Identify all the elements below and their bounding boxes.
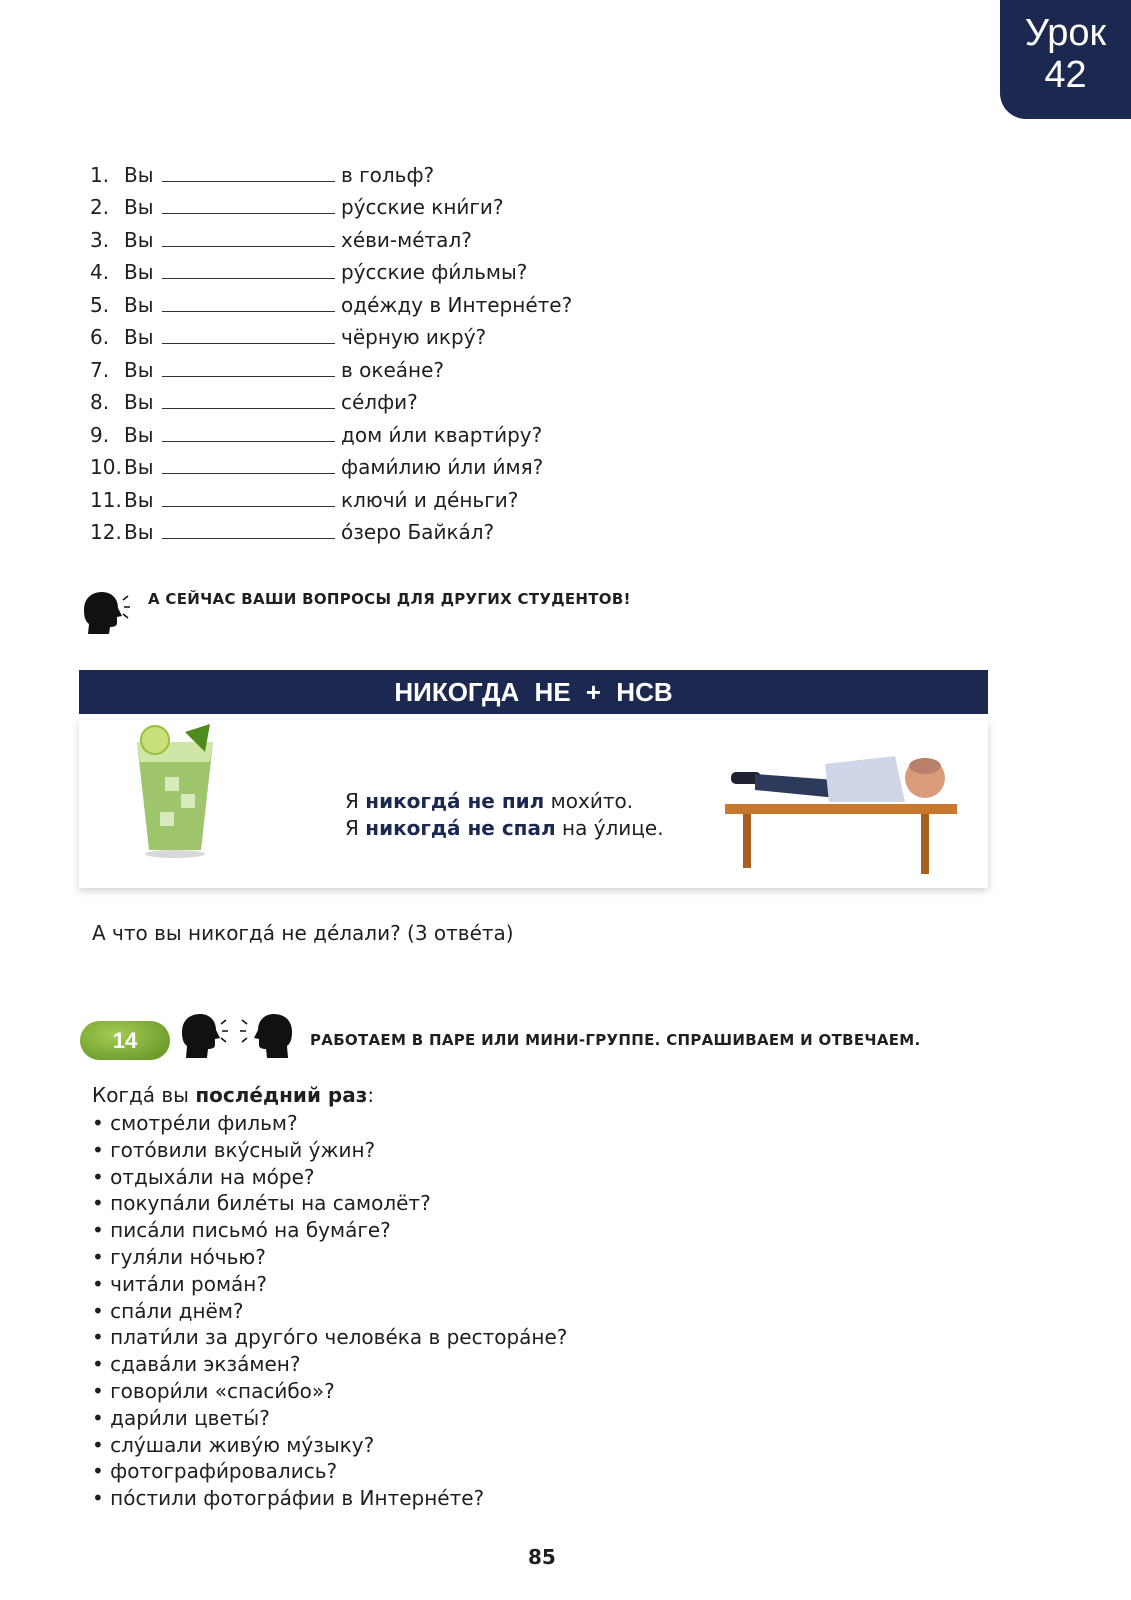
list-item: • спа́ли днём? [92,1298,567,1325]
answer-blank[interactable] [162,473,335,474]
question-list [92,1110,567,1512]
list-item: • фотографи́ровались? [92,1458,567,1485]
answer-blank[interactable] [162,181,335,182]
task-number-badge: 14 [80,1021,170,1060]
answer-blank[interactable] [162,278,335,279]
lesson-word: Урок [1024,12,1107,54]
answer-blank[interactable] [162,311,335,312]
list-item: • отдыха́ли на мо́ре? [92,1164,567,1191]
question-text: А что вы никогда́ не де́лали? (3 отве́та) [92,921,514,945]
exercise-item: 11. Вы ключи́ и де́ньги? [90,487,519,512]
exercise-list [90,154,572,544]
example-line: Я никогда́ не пил мохи́то. [345,789,634,813]
exercise-item: 3. Вы хе́ви-ме́тал? [90,227,472,252]
list-item: • плати́ли за друго́го челове́ка в рестора́не? [92,1324,567,1351]
list-item: • слу́шали живу́ю му́зыку? [92,1432,567,1459]
exercise-item: 7. Вы в океа́не? [90,357,445,382]
answer-blank[interactable] [162,343,335,344]
list-item: • сдава́ли экза́мен? [92,1351,567,1378]
exercise-item: 12. Вы о́зеро Байка́л? [90,520,495,544]
list-item: • по́стили фотогра́фии в Интерне́те? [92,1485,567,1512]
exercise-item: 4. Вы ру́сские фи́льмы? [90,260,528,284]
instruction-others: А СЕЙЧАС ВАШИ ВОПРОСЫ ДЛЯ ДРУГИХ СТУДЕНТОВ! [148,590,631,608]
list-item: • гото́вили вку́сный у́жин? [92,1137,567,1164]
list-item: • гуля́ли но́чью? [92,1244,567,1271]
exercise-item: 2. Вы ру́сские кни́ги? [90,195,504,219]
answer-blank[interactable] [162,376,335,377]
exercise-item: 9. Вы дом и́ли кварти́ру? [90,422,543,447]
example-line: Я никогда́ не спал на у́лице. [345,816,664,840]
sleeping-man-image [725,742,960,877]
answer-blank[interactable] [162,441,335,442]
exercise-item: 10. Вы фами́лию и́ли и́мя? [90,455,544,479]
list-item: • покупа́ли биле́ты на самолёт? [92,1190,567,1217]
task14-instruction: РАБОТАЕМ В ПАРЕ ИЛИ МИНИ-ГРУППЕ. СПРАШИВАЕМ И ОТВЕЧАЕМ. [310,1031,921,1049]
answer-blank[interactable] [162,408,335,409]
page-number: 85 [528,1545,556,1569]
lesson-number: 42 [1044,54,1087,96]
list-item: • дари́ли цветы́? [92,1405,567,1432]
speaking-head-icon [78,590,130,636]
example-sentences [345,788,664,842]
answer-blank[interactable] [162,538,335,539]
exercise-item: 1. Вы в гольф? [90,162,435,187]
answer-blank[interactable] [162,213,335,214]
lesson-tab [1000,0,1131,119]
list-item: • чита́ли рома́н? [92,1271,567,1298]
mojito-image [115,722,235,862]
dialogue-icon [180,1012,298,1060]
list-item: • говори́ли «спаси́бо»? [92,1378,567,1405]
exercise-item: 5. Вы оде́жду в Интерне́те? [90,292,573,317]
answer-blank[interactable] [162,246,335,247]
last-time-prompt: Когда́ вы после́дний раз: [92,1083,375,1107]
list-item: • писа́ли письмо́ на бума́ге? [92,1217,567,1244]
exercise-item: 8. Вы се́лфи? [90,390,418,414]
list-item: • смотре́ли фильм? [92,1110,567,1137]
grammar-banner: НИКОГДА НЕ + НСВ [79,670,988,714]
exercise-item: 6. Вы чёрную икру́? [90,325,487,349]
answer-blank[interactable] [162,506,335,507]
